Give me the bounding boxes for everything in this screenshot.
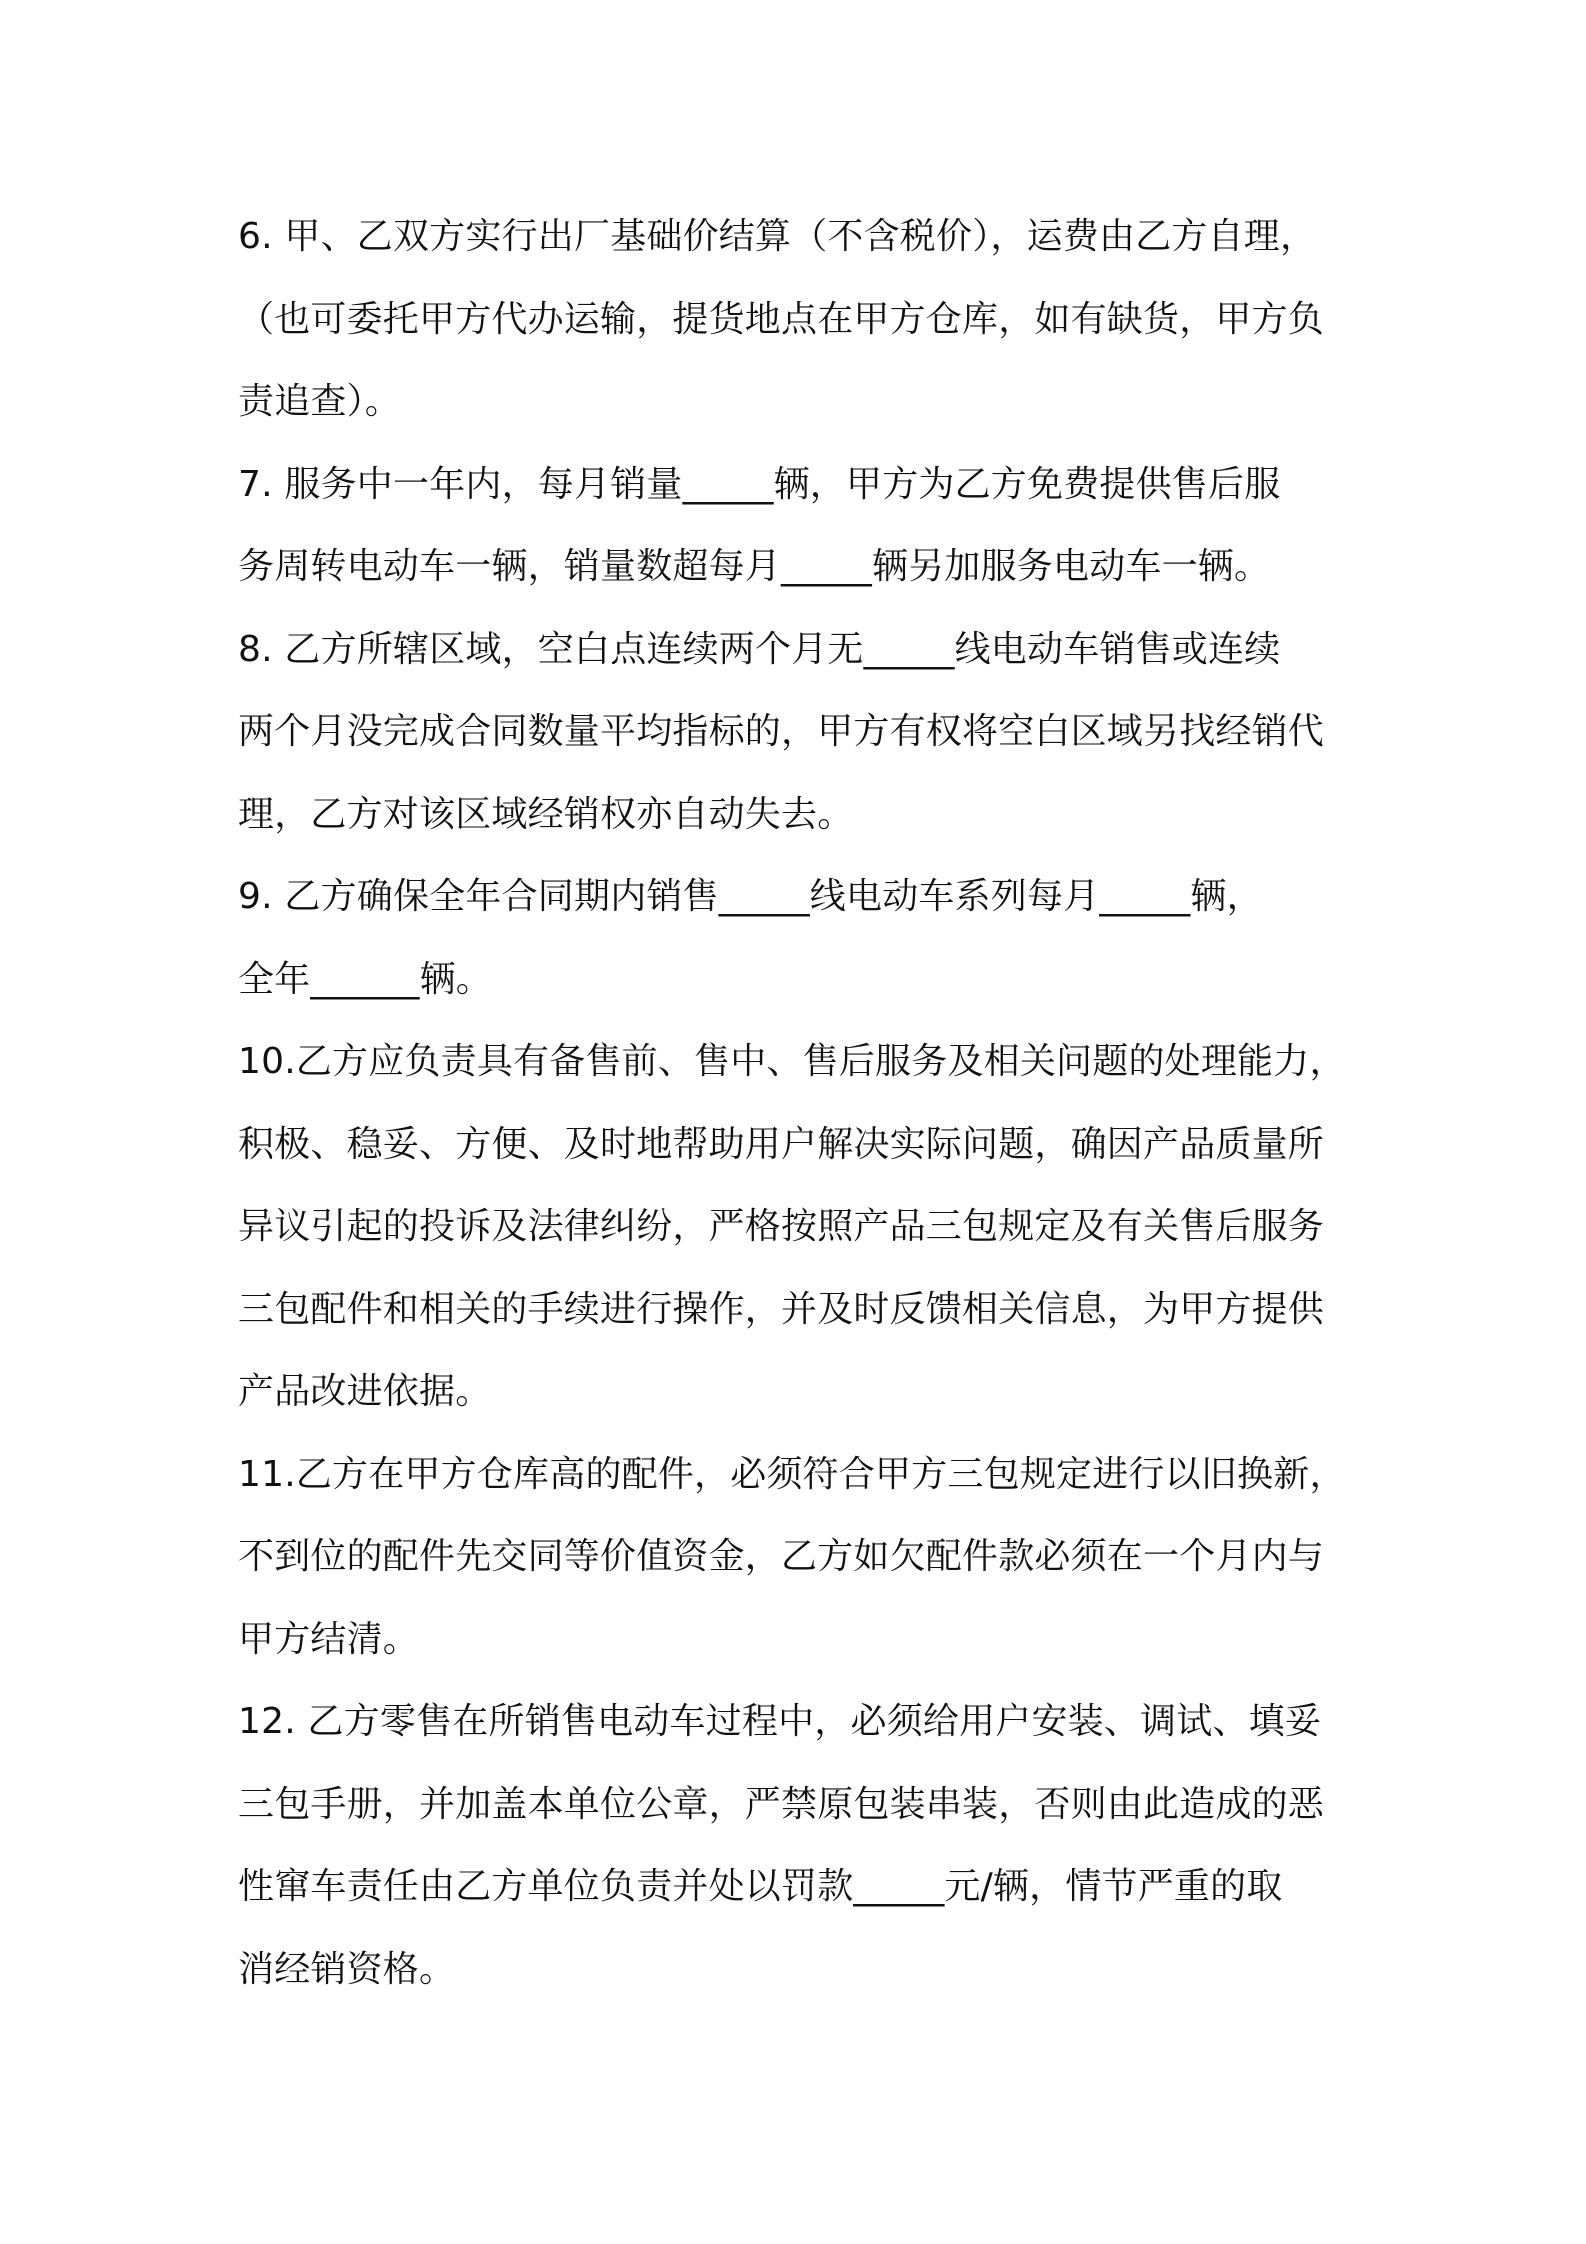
clause-9-line-1: 9. 乙方确保全年合同期内销售_____线电动车系列每月_____辆， bbox=[238, 876, 1263, 917]
clause-7-line-2: 务周转电动车一辆，销量数超每月_____辆另加服务电动车一辆。 bbox=[238, 546, 1271, 587]
clause-10-line-5: 产品改进依据。 bbox=[238, 1371, 492, 1412]
clause-12 bbox=[238, 1681, 1358, 2011]
clause-12-line-4: 消经销资格。 bbox=[238, 1948, 456, 1990]
clause-12-line-1: 12. 乙方零售在所销售电动车过程中，必须给用户安装、调试、填妥 bbox=[238, 1701, 1322, 1742]
clause-9-line-2: 全年______辆。 bbox=[238, 958, 493, 1000]
clause-12-line-2: 三包手册，并加盖本单位公章，严禁原包装串装，否则由此造成的恶 bbox=[238, 1783, 1325, 1825]
clause-8-line-2: 两个月没完成合同数量平均指标的，甲方有权将空白区域另找经销代 bbox=[238, 711, 1325, 752]
clause-8 bbox=[238, 609, 1358, 857]
clause-12-line-3: 性窜车责任由乙方单位负责并处以罚款_____元/辆，情节严重的取 bbox=[238, 1866, 1283, 1907]
clause-10-line-3: 异议引起的投诉及法律纠纷，严格按照产品三包规定及有关售后服务 bbox=[238, 1206, 1325, 1247]
clause-11-line-1: 11.乙方在甲方仓库高的配件，必须符合甲方三包规定进行以旧换新， bbox=[238, 1453, 1346, 1495]
clause-6-line-2: （也可委托甲方代办运输，提货地点在甲方仓库，如有缺货，甲方负 bbox=[238, 298, 1325, 340]
clause-7 bbox=[238, 444, 1358, 609]
clause-11-line-3: 甲方结清。 bbox=[238, 1618, 420, 1660]
clause-10-line-4: 三包配件和相关的手续进行操作，并及时反馈相关信息，为甲方提供 bbox=[238, 1288, 1325, 1330]
clause-6 bbox=[238, 196, 1358, 444]
clause-11-line-2: 不到位的配件先交同等价值资金，乙方如欠配件款必须在一个月内与 bbox=[238, 1536, 1325, 1577]
document-body bbox=[238, 196, 1358, 2011]
clause-6-line-1: 6. 甲、乙双方实行出厂基础价结算（不含税价），运费由乙方自理， bbox=[238, 216, 1317, 257]
clause-10-line-1: 10.乙方应负责具有备售前、售中、售后服务及相关问题的处理能力， bbox=[238, 1041, 1346, 1082]
clause-7-line-1: 7. 服务中一年内，每月销量_____辆，甲方为乙方免费提供售后服 bbox=[238, 463, 1281, 505]
clause-11 bbox=[238, 1434, 1358, 1682]
clause-9 bbox=[238, 856, 1358, 1021]
clause-6-line-3: 责追查）。 bbox=[238, 381, 402, 422]
clause-10 bbox=[238, 1021, 1358, 1434]
clause-8-line-3: 理，乙方对该区域经销权亦自动失去。 bbox=[238, 793, 854, 835]
clause-8-line-1: 8. 乙方所辖区域，空白点连续两个月无_____线电动车销售或连续 bbox=[238, 628, 1281, 670]
clause-10-line-2: 积极、稳妥、方便、及时地帮助用户解决实际问题，确因产品质量所 bbox=[238, 1123, 1325, 1165]
